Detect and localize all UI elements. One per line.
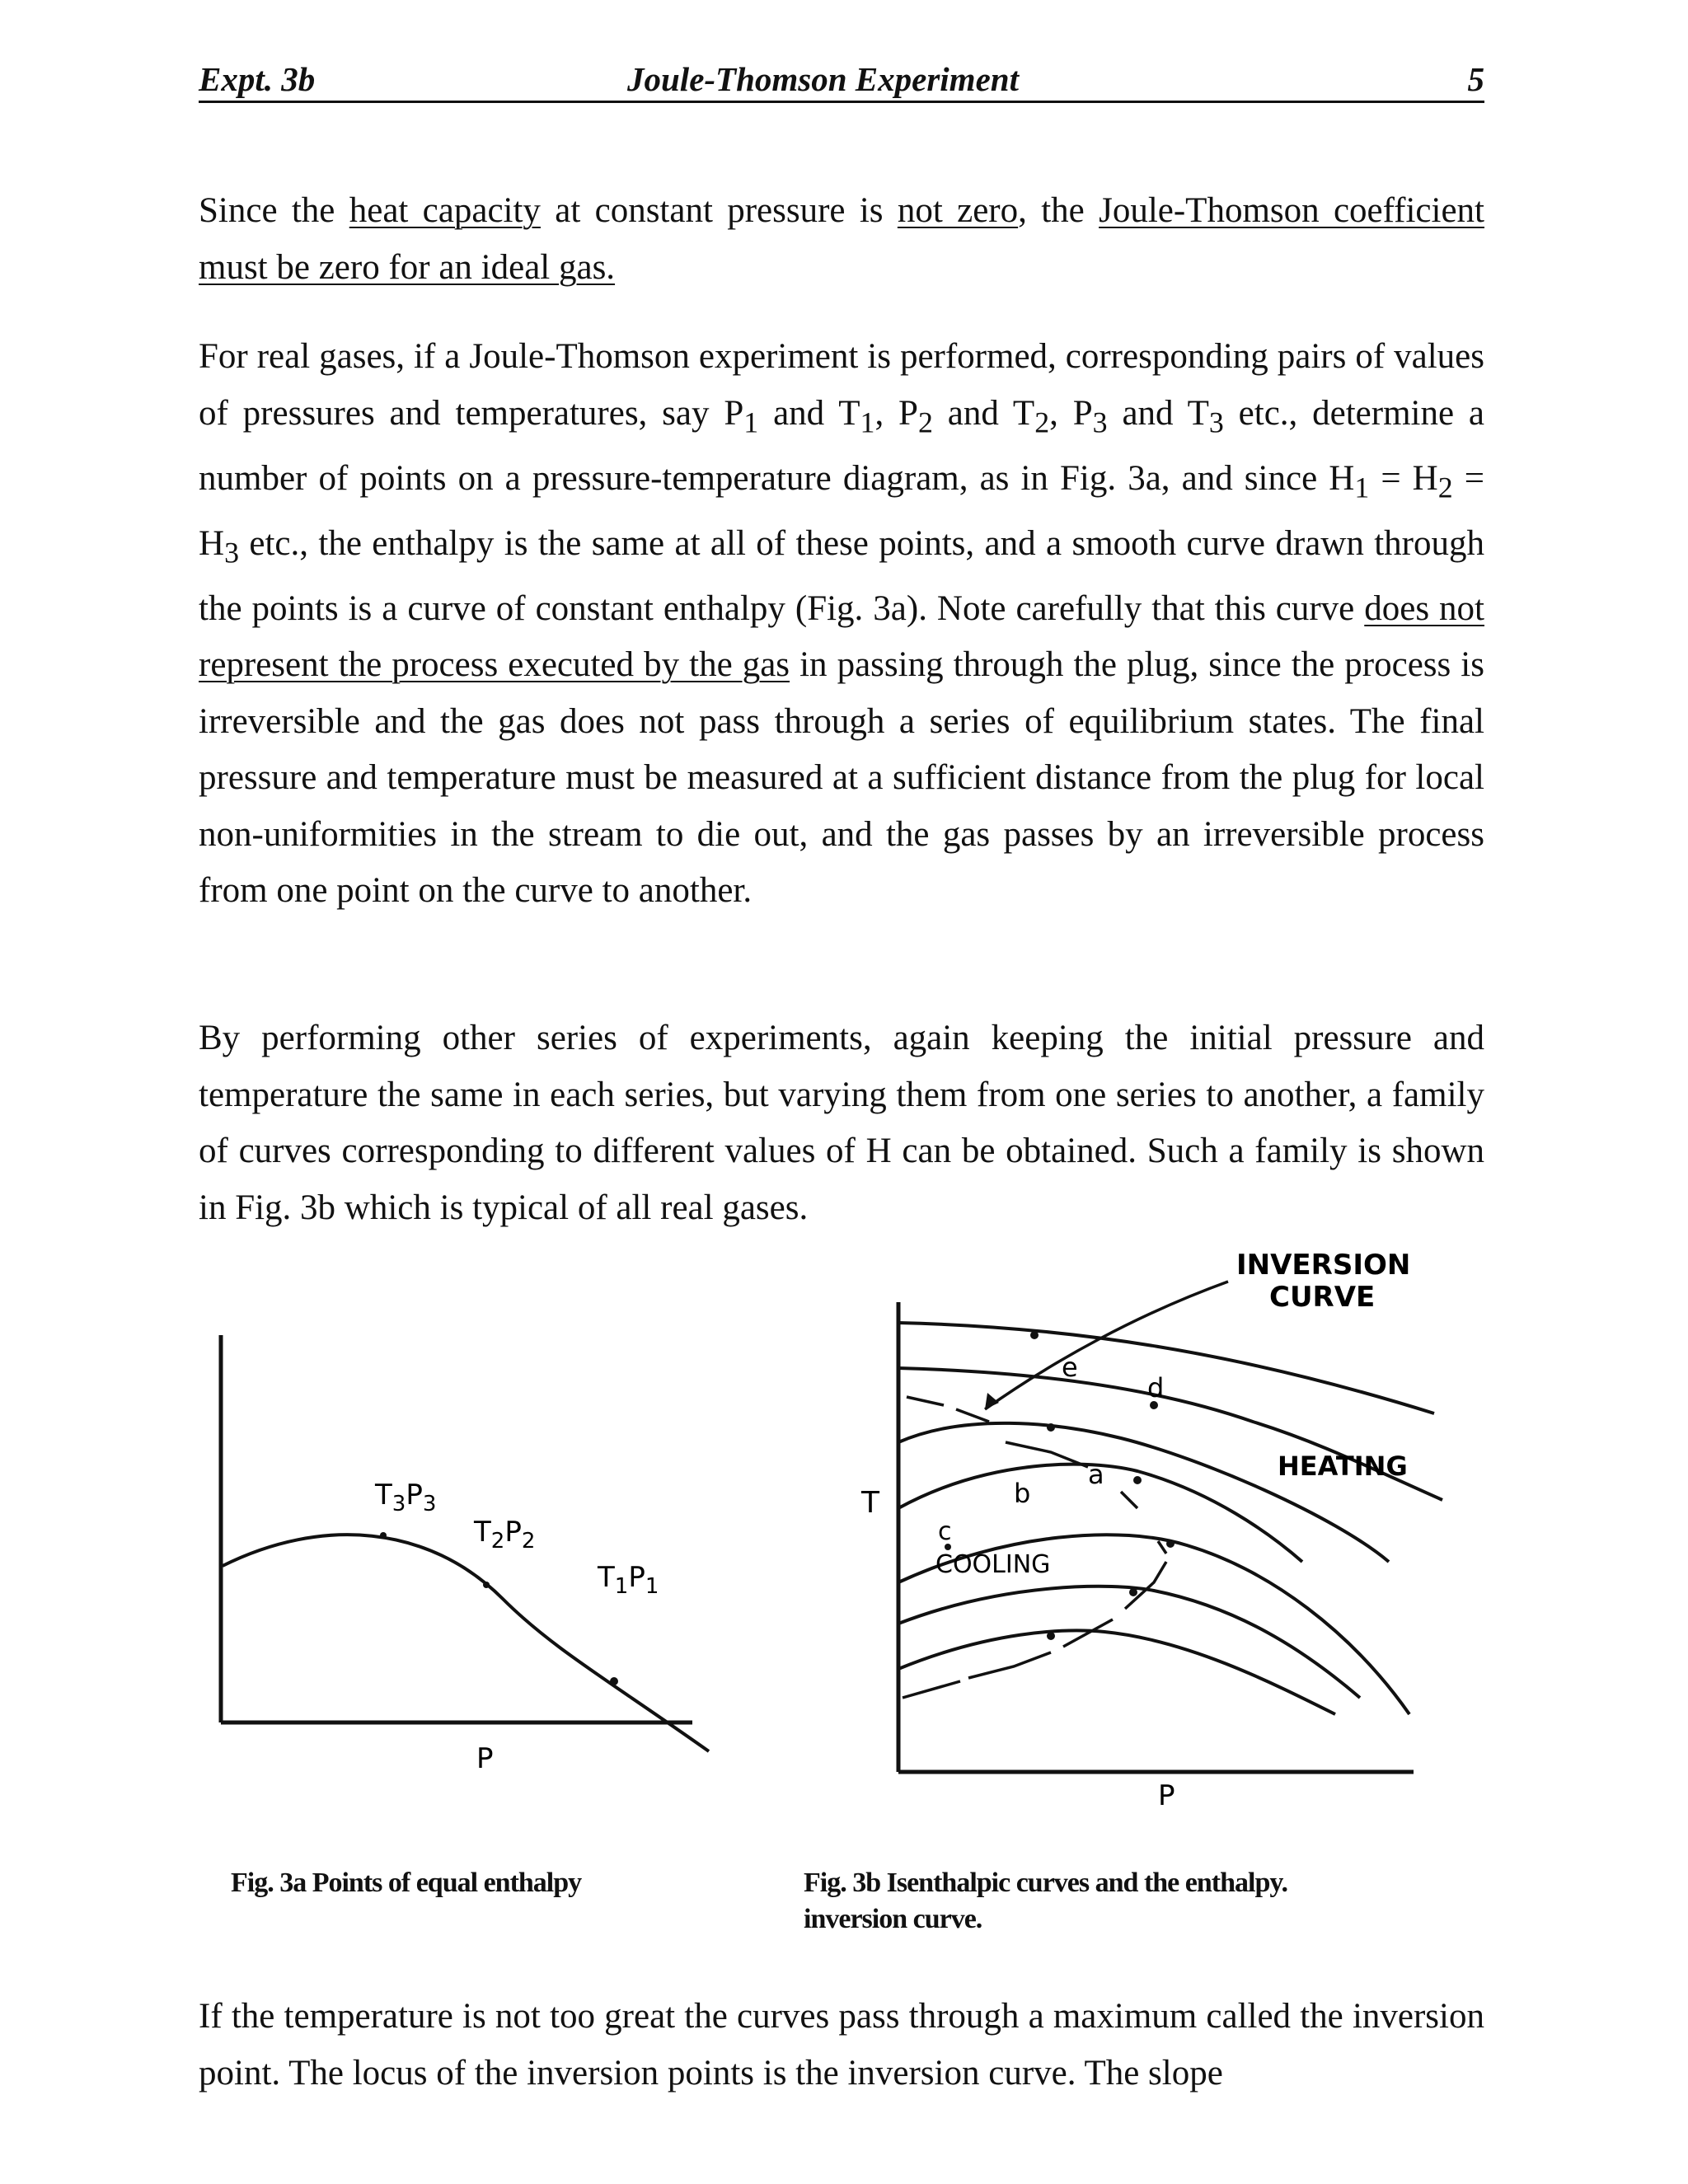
fig3b-label-b: b: [1014, 1478, 1031, 1509]
figure-3b-caption-line2: inversion curve.: [804, 1904, 982, 1934]
fig3b-point-e: [1030, 1331, 1039, 1339]
fig3b-label-a: a: [1088, 1459, 1104, 1490]
header-title: Joule-Thomson Experiment: [627, 60, 1019, 98]
fig3b-inversion-arrow-line: [985, 1282, 1228, 1409]
figure-3b-caption: [804, 1865, 1287, 1938]
fig3a-point-2: [483, 1582, 490, 1588]
figure-3b-isenthalpic-curves: [841, 1236, 1467, 1813]
paragraph-family-of-curves: By performing other series of experiments, again keeping the initial pressure and temperature the same in each series, but varying them from one series to another, a family of curves corresponding to different values of H can be obtained. Such a family is shown in Fig. 3b which is typical of all real gases.: [199, 1019, 1484, 1227]
fig3b-inversion-arrowhead: [985, 1393, 999, 1409]
fig3a-label-t1p1: $T_1P_1$: [598, 1561, 659, 1599]
fig3b-label-heating: HEATING: [1278, 1451, 1408, 1482]
fig3a-point-1: [610, 1677, 618, 1685]
fig3b-label-d: d: [1147, 1372, 1165, 1404]
fig3b-point-max-1: [1166, 1540, 1175, 1548]
header-experiment-number: Expt. 3b: [199, 60, 316, 98]
figure-3a-points-of-equal-enthalpy: [198, 1319, 725, 1780]
fig3b-label-c: c: [938, 1517, 952, 1546]
fig3a-label-t3p3: $T_3P_3$: [375, 1479, 437, 1516]
fig3b-isenthalp-1: [898, 1323, 1434, 1413]
fig3b-label-e: e: [1062, 1352, 1078, 1383]
fig3a-label-t2p2: $T_2P_2$: [474, 1516, 536, 1554]
fig3b-label-cooling: COOLING: [935, 1550, 1051, 1579]
paragraph-real-gases: For real gases, if a Joule-Thomson experiment is performed, corresponding pairs of values of pressures and temperatures, say $P_1$ and $T_1$, $P_2$ and $T_2$, $P_3$ and $T_3$ etc., determine a number of points on a pressure-temperature diagram, as in Fig. 3a, and since $H_1 = H_2 = H_3$ etc., the enthalpy is the same at all of these points, and a smooth curve drawn through the points is a curve of constant enthalpy (Fig. 3a). Note carefully that this curve does not represent the process executed by the gas in passing through the plug, since the process is irreversible and the gas does not pass through a series of equilibrium states. The final pressure and temperature must be measured at a sufficient distance from the plug for local non-uniformities in the stream to die out, and the gas passes by an irreversible process from one point on the curve to another.: [199, 337, 1485, 911]
fig3b-label-inversion: INVERSION: [1236, 1249, 1411, 1282]
page-header: [199, 58, 1484, 103]
fig3b-label-curve: CURVE: [1269, 1281, 1376, 1314]
fig3b-point-max-2: [1129, 1588, 1137, 1596]
fig3a-x-label: P: [476, 1742, 494, 1775]
figure-3a-caption: Fig. 3a Points of equal enthalpy: [231, 1868, 582, 1898]
paragraph-inversion-point: If the temperature is not too great the curves pass through a maximum called the inversion point. The locus of the inversion points is the inversion curve. The slope: [199, 1997, 1484, 2093]
fig3b-point-max-3: [1047, 1632, 1055, 1640]
fig3b-y-label: T: [861, 1486, 879, 1520]
fig3b-x-label: P: [1158, 1779, 1175, 1812]
fig3b-point-b: [1047, 1423, 1055, 1432]
figure-3b-caption-line1: Fig. 3b Isenthalpic curves and the enthalpy.: [804, 1868, 1287, 1898]
fig3a-point-3: [380, 1532, 387, 1539]
paragraph-ideal-gas: Since the heat capacity at constant pressure is not zero, the Joule-Thomson coefficient must be zero for an ideal gas.: [199, 191, 1484, 287]
fig3b-point-a: [1133, 1476, 1142, 1484]
fig3b-isenthalp-7: [898, 1630, 1335, 1714]
header-page-number: 5: [1467, 60, 1484, 98]
